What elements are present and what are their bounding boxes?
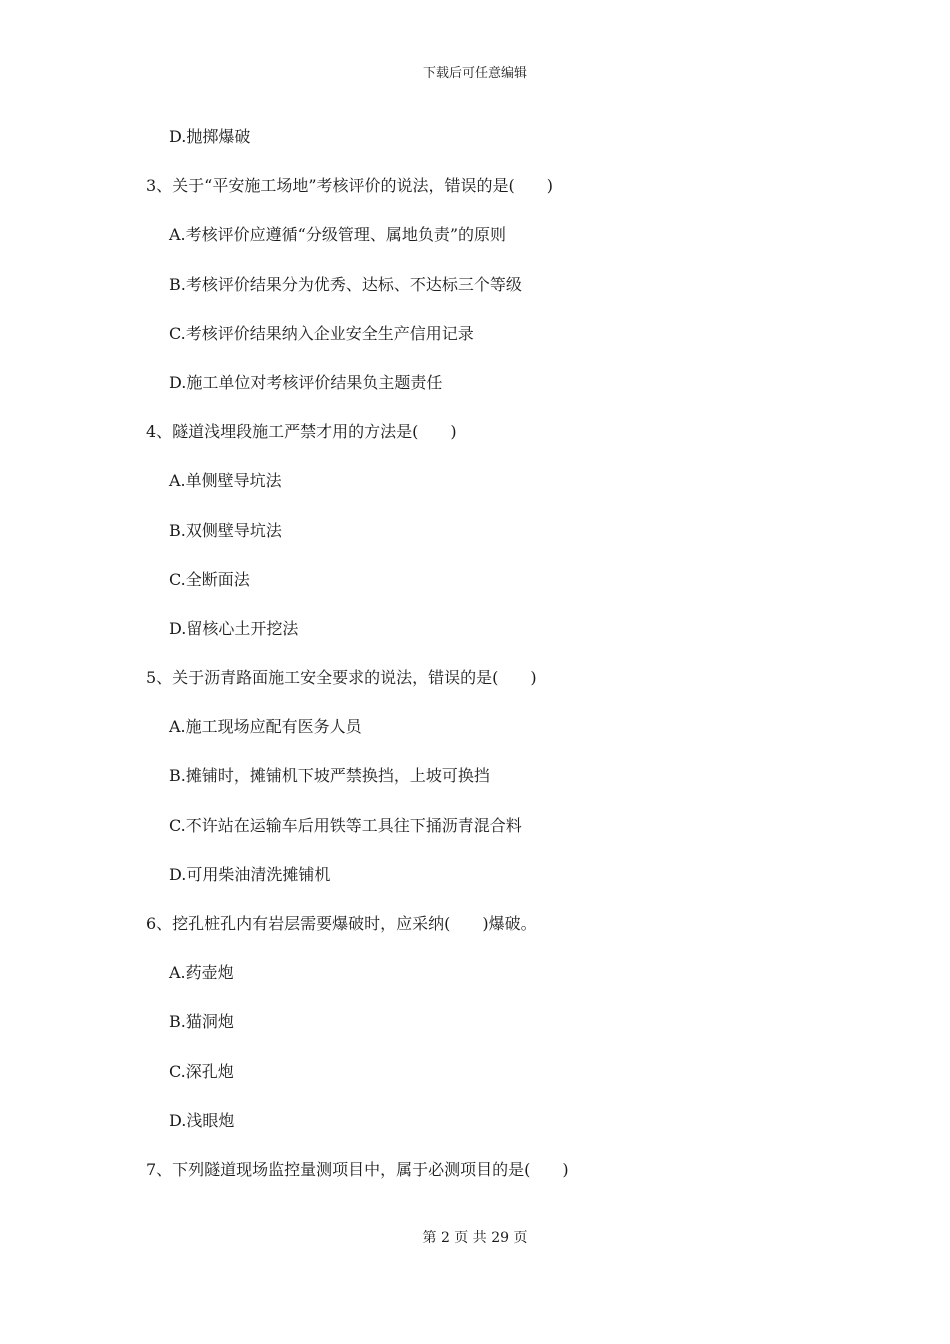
- question-text: 6、挖孔桩孔内有岩层需要爆破时，应采纳( )爆破。: [146, 914, 537, 933]
- option-text: A.单侧壁导坑法: [169, 471, 282, 491]
- question-text: 5、关于沥青路面施工安全要求的说法，错误的是( ): [146, 668, 537, 688]
- option-text: C.深孔炮: [169, 1061, 234, 1081]
- option-text: B.考核评价结果分为优秀、达标、不达标三个等级: [169, 274, 522, 294]
- page-header: 下载后可任意编辑: [422, 66, 527, 81]
- option-text: D.浅眼炮: [169, 1110, 235, 1130]
- option-text: D.留核心土开挖法: [169, 618, 299, 638]
- option-text: D.抛掷爆破: [169, 127, 251, 146]
- question-text: 4、隧道浅埋段施工严禁才用的方法是( ): [146, 422, 457, 442]
- question-text: 3、关于“平安施工场地”考核评价的说法，错误的是( ): [146, 176, 554, 196]
- document-body: [0, 126, 950, 1208]
- option-text: C.全断面法: [169, 569, 250, 589]
- option-text: B.猫洞炮: [169, 1012, 234, 1032]
- option-text: D.施工单位对考核评价结果负主题责任: [169, 372, 443, 392]
- question-text: 7、下列隧道现场监控量测项目中，属于必测项目的是( ): [146, 1159, 569, 1179]
- option-text: A.施工现场应配有医务人员: [169, 717, 362, 737]
- option-text: A.药壶炮: [169, 963, 234, 983]
- option-text: C.考核评价结果纳入企业安全生产信用记录: [169, 323, 474, 343]
- option-text: D.可用柴油清洗摊铺机: [169, 864, 331, 884]
- page-footer: 第 2 页 共 29 页: [422, 1230, 528, 1246]
- option-text: C.不许站在运输车后用铁等工具往下捅沥青混合料: [169, 815, 522, 835]
- option-text: B.双侧壁导坑法: [169, 520, 282, 540]
- option-text: B.摊铺时，摊铺机下坡严禁换挡，上坡可换挡: [169, 766, 490, 786]
- option-text: A.考核评价应遵循“分级管理、属地负责”的原则: [169, 225, 507, 245]
